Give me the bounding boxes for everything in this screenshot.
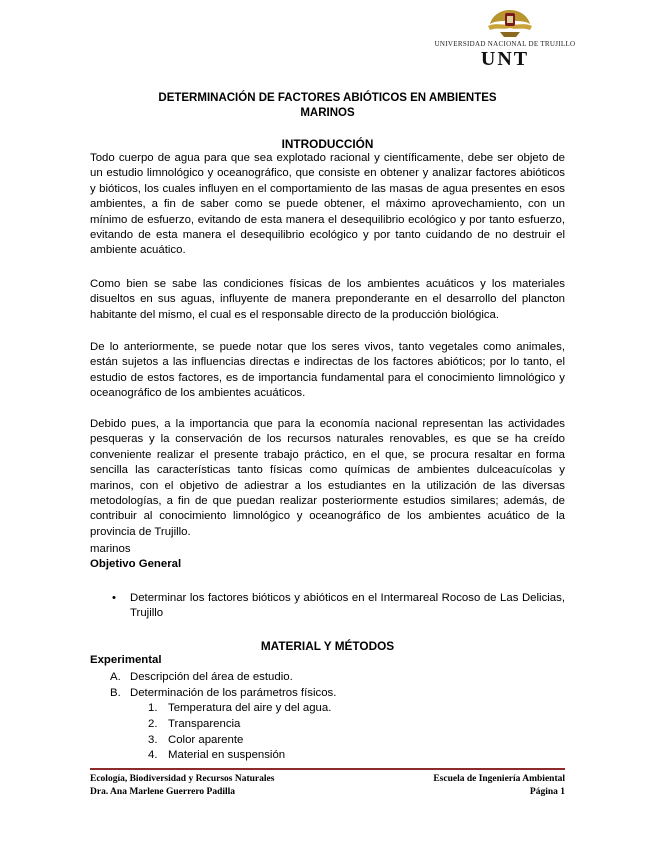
sub-list-item [148,747,285,763]
objective-heading: Objetivo General [90,558,182,570]
introduction-paragraph-4: Debido pues, a la importancia que para la economía nacional representan las actividades pesqueras y la conservación de los recursos naturales renovables, es que se ha creído conveniente realizar el presente trabajo práctico, en el que, se procura resaltar en forma sencilla las características tanto físicas como químicas de ambientes dulceacuícolas y marinos, con el objetivo de adiestrar a los estudiantes en la utilización de las diversas metodologías, a fin de que puedan realizar posteriormente estudios similares; además, de contribuir al conocimiento limnológico y oceanográfico de los ambientes acuático de la provincia de Trujillo. [90,418,565,538]
footer-rule [90,768,565,770]
document-title-line-2: MARINOS [300,107,355,119]
list-item [110,685,336,701]
sub-list-marker: 1. [148,702,158,714]
experimental-subheading: Experimental [90,654,162,666]
sub-list-item-text: Color aparente [168,734,244,746]
stray-text: marinos [90,543,131,555]
list-item-text: Determinación de los parámetros físicos. [130,687,337,699]
footer-course: Ecología, Biodiversidad y Recursos Naturales [90,774,275,784]
sub-list-item-text: Transparencia [168,718,241,730]
sub-list-item-text: Temperatura del aire y del agua. [168,702,332,714]
sub-list-item [148,732,243,748]
footer-page-number: Página 1 [529,787,565,797]
methods-heading: MATERIAL Y MÉTODOS [260,639,395,653]
document-title-line-1: DETERMINACIÓN DE FACTORES ABIÓTICOS EN AMBIENTES [158,92,497,104]
footer-author: Dra. Ana Marlene Guerrero Padilla [90,787,236,797]
university-emblem-icon [486,8,534,38]
university-acronym: UNT [480,48,530,70]
sub-list-item-text: Material en suspensión [168,749,286,761]
university-logo [430,8,580,72]
list-marker: A. [110,671,121,683]
list-marker: B. [110,687,121,699]
bullet-icon: • [112,592,116,604]
introduction-paragraph-2: Como bien se sabe las condiciones físicas de los ambientes acuáticos y los materiales disueltos en sus aguas, influyente de manera preponderante en el desarrollo del plancton habitante del mismo, el cual es el responsable directo de la producción biológica. [90,278,565,321]
university-name: UNIVERSIDAD NACIONAL DE TRUJILLO [434,40,576,48]
introduction-paragraph-3: De lo anteriormente, se puede notar que los seres vivos, tanto vegetales como animales, están sujetos a las influencias directas e indirectas de los factores abióticos; por lo tanto, el estudio de estos factores, es de importancia fundamental para el conocimiento limnológico y oceanográfico de los ambientes acuáticos. [90,341,565,400]
objective-bullet-text: Determinar los factores bióticos y abióticos en el Intermareal Rocoso de Las Delicias, Trujillo [130,592,565,620]
sub-list-item [148,716,240,732]
sub-list-marker: 3. [148,734,158,746]
list-item-text: Descripción del área de estudio. [130,671,293,683]
sub-list-marker: 4. [148,749,158,761]
introduction-paragraph-1: Todo cuerpo de agua para que sea explotado racional y científicamente, debe ser objeto de un estudio limnológico y oceanográfico, que consiste en obtener y analizar factores abióticos y bióticos, los cuales influyen en el comportamiento de las masas de agua presentes en esos ambientes, a fin de saber como se puede obtener, el máximo aprovechamiento, con un mínimo de esfuerzo, evitando de esta manera el desequilibrio ecológico y por tanto esfuerzo, evitando de esta manera el desequilibrio ecológico y por tanto cuidando de no destruir el ambiente acuático. [90,152,565,257]
introduction-heading: INTRODUCCIÓN [281,137,374,151]
sub-list-marker: 2. [148,718,158,730]
list-item [110,669,293,685]
sub-list-item [148,700,331,716]
footer-school: Escuela de Ingeniería Ambiental [433,774,565,784]
